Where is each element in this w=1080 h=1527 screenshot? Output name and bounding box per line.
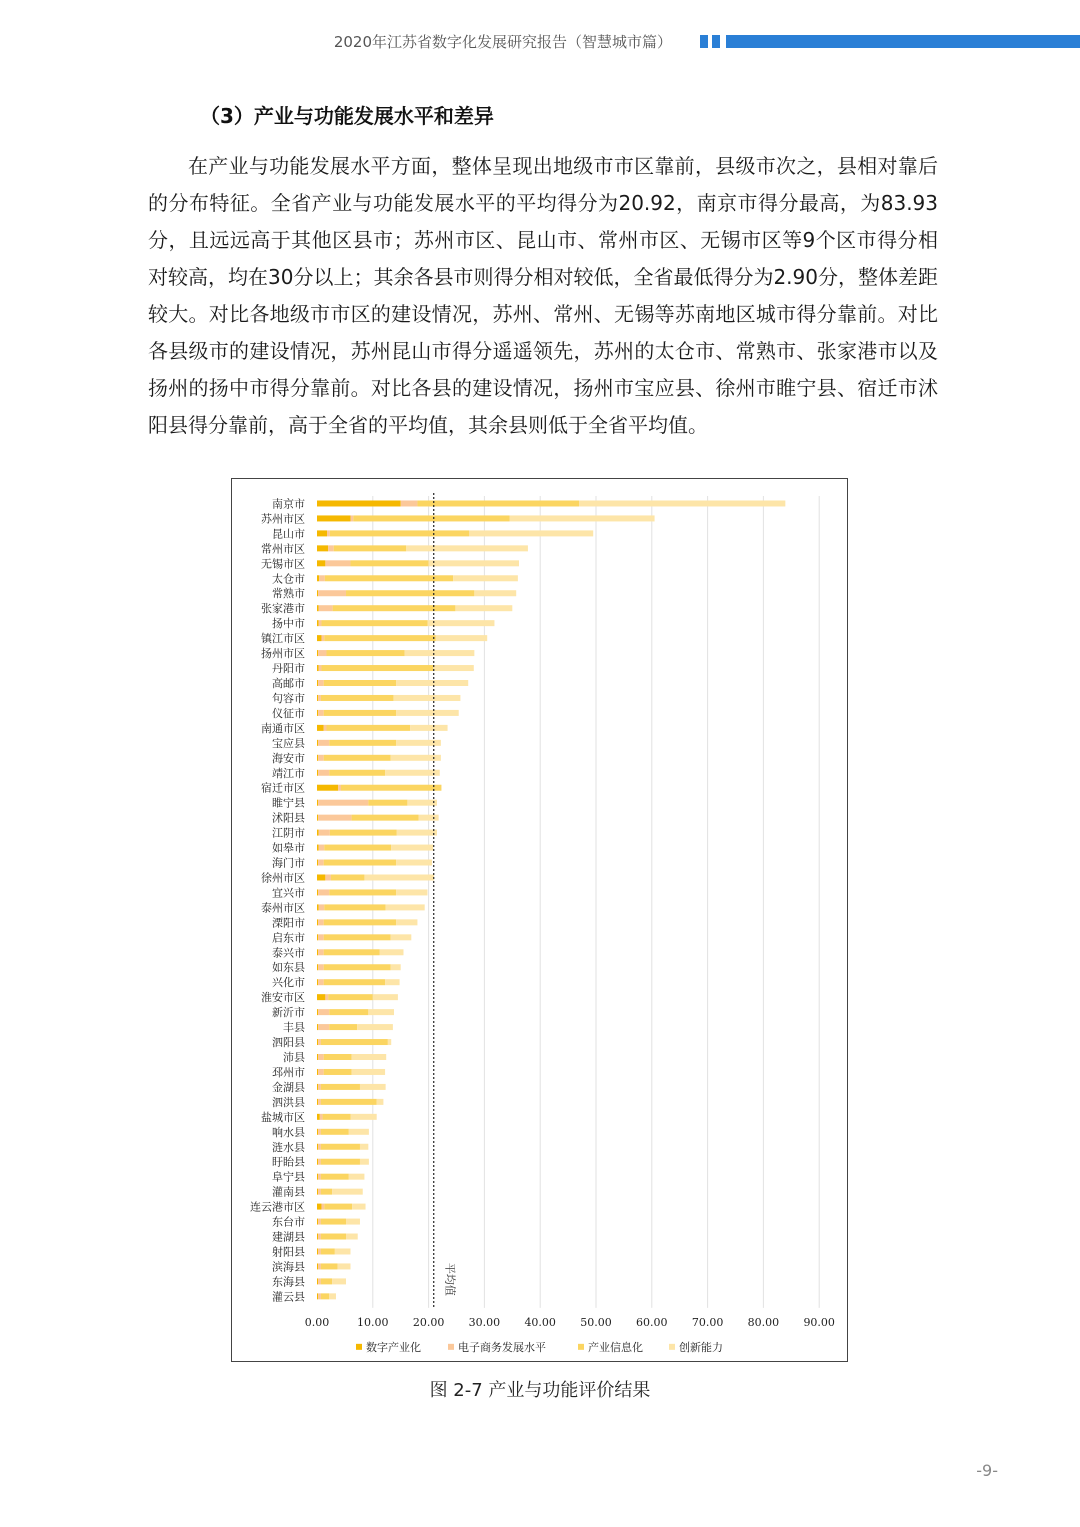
bar-segment [318, 695, 321, 701]
bar-segment [318, 1263, 321, 1269]
bar-segment [321, 1039, 388, 1045]
category-label: 涟水县 [272, 1140, 305, 1154]
x-tick-label: 40.00 [524, 1315, 556, 1329]
legend-label: 创新能力 [679, 1340, 723, 1354]
bar-segment [324, 725, 327, 731]
bar-segment [318, 934, 324, 940]
bar-segment [317, 710, 318, 716]
category-label: 南京市 [272, 497, 305, 511]
bar-segment [324, 919, 397, 925]
bar-segment [317, 680, 318, 686]
bar-segment [321, 695, 394, 701]
legend-swatch [448, 1344, 454, 1350]
bar-segment [453, 575, 518, 581]
bar-segment [317, 635, 321, 641]
category-label: 靖江市 [272, 766, 305, 780]
category-label: 宝应县 [272, 736, 305, 750]
bar-segment [368, 1009, 394, 1015]
bar-segment [318, 1234, 321, 1240]
bar-segment [324, 1054, 352, 1060]
x-tick-label: 50.00 [580, 1315, 612, 1329]
bar-segment [317, 949, 318, 955]
category-label: 东台市 [272, 1215, 305, 1229]
legend-label: 产业信息化 [588, 1340, 643, 1354]
bar-segment [319, 830, 330, 836]
bar-segment [317, 1219, 318, 1225]
bar-segment [317, 590, 318, 596]
bar-segment [317, 530, 327, 536]
bar-segment [332, 1278, 346, 1284]
bar-segment [360, 1144, 368, 1150]
bar-segment [579, 500, 785, 506]
x-tick-label: 70.00 [691, 1315, 724, 1329]
category-label: 响水县 [272, 1125, 305, 1139]
category-label: 苏州市区 [261, 512, 305, 526]
legend-swatch [578, 1344, 584, 1350]
bar-segment [360, 1159, 369, 1165]
bar-segment [329, 1024, 357, 1030]
bar-segment [317, 755, 318, 761]
bar-segment [324, 934, 391, 940]
average-label: 平均值 [443, 1262, 457, 1296]
bar-segment [360, 1084, 386, 1090]
bar-segment [321, 1144, 360, 1150]
bar-segment [318, 1069, 324, 1075]
bar-segment [318, 1219, 321, 1225]
bar-segment [331, 874, 364, 880]
category-label: 淮安市区 [261, 991, 305, 1005]
report-title: 2020年江苏省数字化发展研究报告（智慧城市篇） [333, 33, 672, 51]
bar-segment [385, 770, 440, 776]
bar-segment [317, 1024, 318, 1030]
bar-segment [317, 1204, 321, 1210]
category-label: 高邮市 [272, 677, 305, 690]
bar-segment [346, 1234, 358, 1240]
header-bar-block-3 [726, 35, 1080, 48]
bar-segment [318, 1039, 321, 1045]
bar-segment [318, 860, 324, 866]
bar-segment [350, 560, 428, 566]
bar-segment [321, 665, 433, 671]
bar-segment [318, 815, 351, 821]
bar-segment [318, 1248, 321, 1254]
bar-segment [319, 620, 322, 626]
bar-segment [329, 740, 396, 746]
bar-segment [433, 665, 474, 671]
bar-segment [321, 1204, 324, 1210]
bar-segment [352, 1204, 365, 1210]
bar-segment [324, 680, 397, 686]
bar-segment [352, 815, 419, 821]
category-label: 太仓市 [272, 572, 305, 586]
bar-segment [324, 755, 391, 761]
category-label: 张家港市 [261, 602, 305, 616]
header-bar-block-2 [712, 35, 720, 48]
bar-segment [317, 1293, 318, 1299]
bar-segment [317, 650, 318, 656]
category-label: 盐城市区 [261, 1110, 305, 1124]
legend-label: 电子商务发展水平 [458, 1340, 546, 1354]
chart-frame [231, 478, 848, 1362]
bar-segment [379, 949, 403, 955]
bar-segment [317, 500, 401, 506]
bar-segment [338, 1263, 351, 1269]
category-label: 徐州市区 [261, 871, 305, 885]
bar-segment [329, 889, 396, 895]
section-heading: （3）产业与功能发展水平和差异 [200, 104, 494, 128]
bar-segment [391, 964, 401, 970]
bar-segment [329, 770, 385, 776]
body-paragraph: 在产业与功能发展水平方面，整体呈现出地级市市区靠前，县级市次之，县相对靠后的分布特征。全省产业与功能发展水平的平均得分为20.92，南京市得分最高，为83.93分，且远远高于其他区县市；苏州市区、昆山市、常州市区、无锡市区等9个区市得分相对较高，均在30分以上；其余各县市则得分相对较低，全省最低得分为2.90分，整体差距较大。对比各地级市市区的建设情况，苏州、常州、无锡等苏南地区城市得分靠前。对比各县级市的建设情况，苏州昆山市得分遥遥领先，苏州的太仓市、常熟市、张家港市以及扬州的扬中市得分靠前。对比各县的建设情况，扬州市宝应县、徐州市睢宁县、宿迁市沭阳县得分靠前，高于全省的平均值，其余县则低于全省平均值。 [148, 154, 938, 437]
bar-segment [401, 500, 418, 506]
category-label: 常熟市 [272, 587, 305, 601]
category-label: 滨海县 [272, 1260, 305, 1274]
bar-segment [317, 889, 318, 895]
category-label: 丰县 [283, 1021, 305, 1035]
bar-segment [373, 994, 398, 1000]
bar-segment [317, 1278, 318, 1284]
bar-segment [368, 800, 407, 806]
bar-segment [334, 545, 407, 551]
bar-segment [318, 1129, 321, 1135]
bar-segment [510, 515, 655, 521]
bar-segment [317, 1263, 318, 1269]
bar-segment [323, 1114, 351, 1120]
bar-segment [317, 1114, 320, 1120]
bar-segment [318, 1159, 321, 1165]
category-label: 泗洪县 [272, 1095, 305, 1109]
category-label: 睢宁县 [272, 796, 305, 810]
category-label: 如东县 [272, 961, 305, 975]
bar-segment [318, 919, 324, 925]
bar-segment [318, 964, 324, 970]
bar-segment [352, 1069, 385, 1075]
bar-segment [329, 1009, 368, 1015]
bar-segment [321, 1234, 346, 1240]
category-label: 沛县 [283, 1051, 305, 1064]
bar-segment [324, 949, 380, 955]
bar-segment [391, 845, 433, 851]
bar-segment [410, 725, 447, 731]
bar-segment [332, 1189, 363, 1195]
bar-segment [318, 1099, 321, 1105]
bar-segment [317, 845, 319, 851]
category-label: 句容市 [272, 691, 305, 705]
bar-segment [429, 560, 519, 566]
bar-segment [349, 1174, 365, 1180]
bar-segment [318, 1054, 324, 1060]
bar-segment [324, 979, 385, 985]
bar-segment [319, 605, 333, 611]
bar-segment [324, 904, 385, 910]
bar-segment [364, 874, 434, 880]
category-label: 海门市 [272, 856, 305, 870]
category-label: 镇江市区 [261, 632, 305, 646]
bar-segment [325, 560, 350, 566]
bar-segment [324, 1204, 352, 1210]
category-label: 新沂市 [272, 1006, 305, 1020]
bar-segment [318, 1293, 321, 1299]
x-tick-label: 60.00 [636, 1315, 668, 1329]
stacked-bar-chart [232, 479, 849, 1363]
category-label: 东海县 [272, 1275, 305, 1289]
bar-segment [406, 545, 528, 551]
bar-segment [318, 1189, 321, 1195]
bar-segment [324, 964, 391, 970]
bar-segment [318, 755, 324, 761]
bar-segment [324, 1069, 352, 1075]
bar-segment [321, 620, 427, 626]
bar-segment [317, 934, 318, 940]
bar-segment [317, 964, 318, 970]
category-label: 江阴市 [272, 826, 305, 840]
bar-segment [357, 1024, 393, 1030]
bar-segment [391, 934, 412, 940]
category-label: 南通市区 [261, 721, 305, 735]
legend-label: 数字产业化 [366, 1340, 421, 1354]
bar-segment [388, 1039, 391, 1045]
bar-segment [393, 695, 460, 701]
bar-segment [318, 1009, 329, 1015]
category-label: 常州市区 [261, 542, 305, 556]
x-tick-label: 10.00 [357, 1315, 389, 1329]
bar-segment [321, 1174, 349, 1180]
bar-segment [325, 994, 328, 1000]
bar-segment [346, 1219, 360, 1225]
category-label: 邳州市 [272, 1065, 305, 1079]
bar-segment [317, 1009, 318, 1015]
bar-segment [324, 845, 391, 851]
bar-segment [317, 860, 318, 866]
bar-segment [417, 500, 579, 506]
figure-caption: 图 2-7 产业与功能评价结果 [429, 1380, 651, 1401]
bar-segment [385, 979, 400, 985]
bar-segment [405, 650, 475, 656]
bar-segment [321, 1219, 346, 1225]
page-header [0, 0, 1080, 70]
bar-segment [386, 904, 425, 910]
bar-segment [419, 815, 439, 821]
bar-segment [321, 1248, 335, 1254]
bar-segment [317, 605, 319, 611]
bar-segment [317, 1248, 318, 1254]
category-label: 连云港市区 [250, 1200, 305, 1214]
bar-segment [317, 1144, 318, 1150]
x-tick-label: 0.00 [304, 1315, 330, 1329]
category-label: 兴化市 [272, 976, 305, 990]
bar-segment [427, 620, 494, 626]
bar-segment [317, 785, 338, 791]
bar-segment [317, 830, 319, 836]
x-tick-label: 20.00 [412, 1315, 445, 1329]
bar-segment [321, 1263, 338, 1269]
bar-segment [317, 620, 319, 626]
bar-segment [330, 530, 470, 536]
bar-segment [318, 979, 324, 985]
bar-segment [321, 1278, 332, 1284]
page-number: -9- [976, 1461, 998, 1480]
bar-segment [317, 545, 328, 551]
bar-segment [324, 860, 397, 866]
category-label: 泰州市区 [261, 901, 305, 915]
bar-segment [317, 1189, 318, 1195]
bar-segment [317, 1099, 318, 1105]
bar-segment [318, 680, 324, 686]
category-label: 宜兴市 [272, 886, 305, 900]
bar-segment [319, 575, 325, 581]
bar-segment [321, 1159, 360, 1165]
bar-segment [318, 740, 329, 746]
bar-segment [317, 919, 318, 925]
category-label: 扬州市区 [261, 647, 305, 661]
bar-segment [318, 1144, 321, 1150]
bar-segment [318, 590, 346, 596]
bar-segment [321, 1189, 332, 1195]
category-label: 溧阳市 [272, 916, 305, 930]
bar-segment [353, 515, 509, 521]
bar-segment [396, 680, 468, 686]
bar-segment [346, 590, 474, 596]
x-tick-label: 90.00 [803, 1315, 835, 1329]
category-label: 昆山市 [272, 527, 305, 541]
category-label: 泗阳县 [272, 1036, 305, 1050]
bar-segment [317, 1069, 318, 1075]
category-label: 金湖县 [272, 1080, 305, 1094]
category-label: 灌南县 [272, 1185, 305, 1199]
bar-segment [317, 560, 325, 566]
bar-segment [317, 979, 318, 985]
bar-segment [469, 530, 593, 536]
bar-segment [349, 1129, 369, 1135]
bar-segment [377, 1099, 384, 1105]
bar-segment [319, 845, 325, 851]
bar-segment [317, 725, 324, 731]
bar-segment [318, 1084, 321, 1090]
bar-segment [317, 1084, 318, 1090]
bar-segment [319, 665, 322, 671]
category-label: 丹阳市 [272, 662, 305, 676]
bar-segment [333, 605, 456, 611]
bar-segment [318, 1024, 329, 1030]
bar-segment [324, 635, 436, 641]
bar-segment [324, 710, 397, 716]
bar-segment [317, 665, 319, 671]
bar-segment [326, 650, 404, 656]
bar-segment [327, 530, 330, 536]
bar-segment [318, 1174, 321, 1180]
bar-segment [317, 770, 318, 776]
bar-segment [318, 889, 329, 895]
bar-segment [317, 1159, 318, 1165]
category-label: 宿迁市区 [261, 781, 305, 795]
bar-segment [317, 1234, 318, 1240]
bar-segment [318, 949, 324, 955]
category-label: 阜宁县 [272, 1170, 305, 1184]
category-label: 如皋市 [272, 841, 305, 855]
legend-swatch [356, 1344, 362, 1350]
x-tick-label: 30.00 [468, 1315, 501, 1329]
bar-segment [474, 590, 516, 596]
bar-segment [352, 1054, 387, 1060]
bar-segment [407, 800, 437, 806]
bar-segment [318, 800, 368, 806]
bar-segment [397, 830, 437, 836]
bar-segment [321, 1293, 329, 1299]
bar-segment [325, 874, 331, 880]
bar-segment [321, 1084, 360, 1090]
bar-segment [329, 1293, 336, 1299]
bar-segment [350, 1114, 376, 1120]
category-label: 灌云县 [272, 1290, 305, 1304]
bar-segment [328, 994, 373, 1000]
bar-segment [317, 800, 318, 806]
bar-segment [326, 725, 410, 731]
bar-segment [317, 1174, 318, 1180]
category-label: 仪征市 [272, 706, 305, 720]
bar-segment [317, 994, 325, 1000]
bar-segment [396, 889, 427, 895]
header-bar-block-1 [700, 35, 708, 48]
category-label: 海安市 [272, 751, 305, 765]
category-label: 建湖县 [272, 1230, 305, 1244]
bar-segment [317, 695, 318, 701]
bar-segment [350, 515, 353, 521]
bar-segment [317, 740, 318, 746]
bar-segment [328, 545, 334, 551]
bar-segment [317, 1054, 318, 1060]
bar-segment [319, 904, 325, 910]
bar-segment [318, 770, 329, 776]
bar-segment [396, 860, 432, 866]
bar-segment [318, 650, 326, 656]
category-label: 扬中市 [272, 617, 305, 631]
bar-segment [317, 904, 319, 910]
legend-swatch [669, 1344, 675, 1350]
bar-segment [455, 605, 512, 611]
bar-segment [317, 874, 325, 880]
bar-segment [317, 515, 350, 521]
bar-segment [318, 1278, 321, 1284]
bar-segment [317, 1129, 318, 1135]
bar-segment [321, 635, 324, 641]
category-label: 启东市 [272, 931, 305, 945]
bar-segment [321, 1129, 349, 1135]
bar-segment [338, 785, 341, 791]
bar-segment [318, 710, 324, 716]
category-label: 无锡市区 [261, 557, 305, 571]
bar-segment [341, 785, 441, 791]
category-label: 沭阳县 [272, 811, 305, 825]
bar-segment [396, 710, 458, 716]
bar-segment [317, 1039, 318, 1045]
bar-segment [335, 1248, 351, 1254]
bar-segment [317, 575, 319, 581]
bar-segment [320, 1114, 323, 1120]
bar-segment [317, 815, 318, 821]
bar-segment [436, 635, 487, 641]
category-label: 泰兴市 [272, 946, 305, 960]
x-tick-label: 80.00 [747, 1315, 780, 1329]
bar-segment [321, 1099, 377, 1105]
category-label: 射阳县 [272, 1245, 305, 1259]
bar-segment [396, 919, 417, 925]
bar-segment [330, 830, 397, 836]
category-label: 盱眙县 [272, 1155, 305, 1169]
